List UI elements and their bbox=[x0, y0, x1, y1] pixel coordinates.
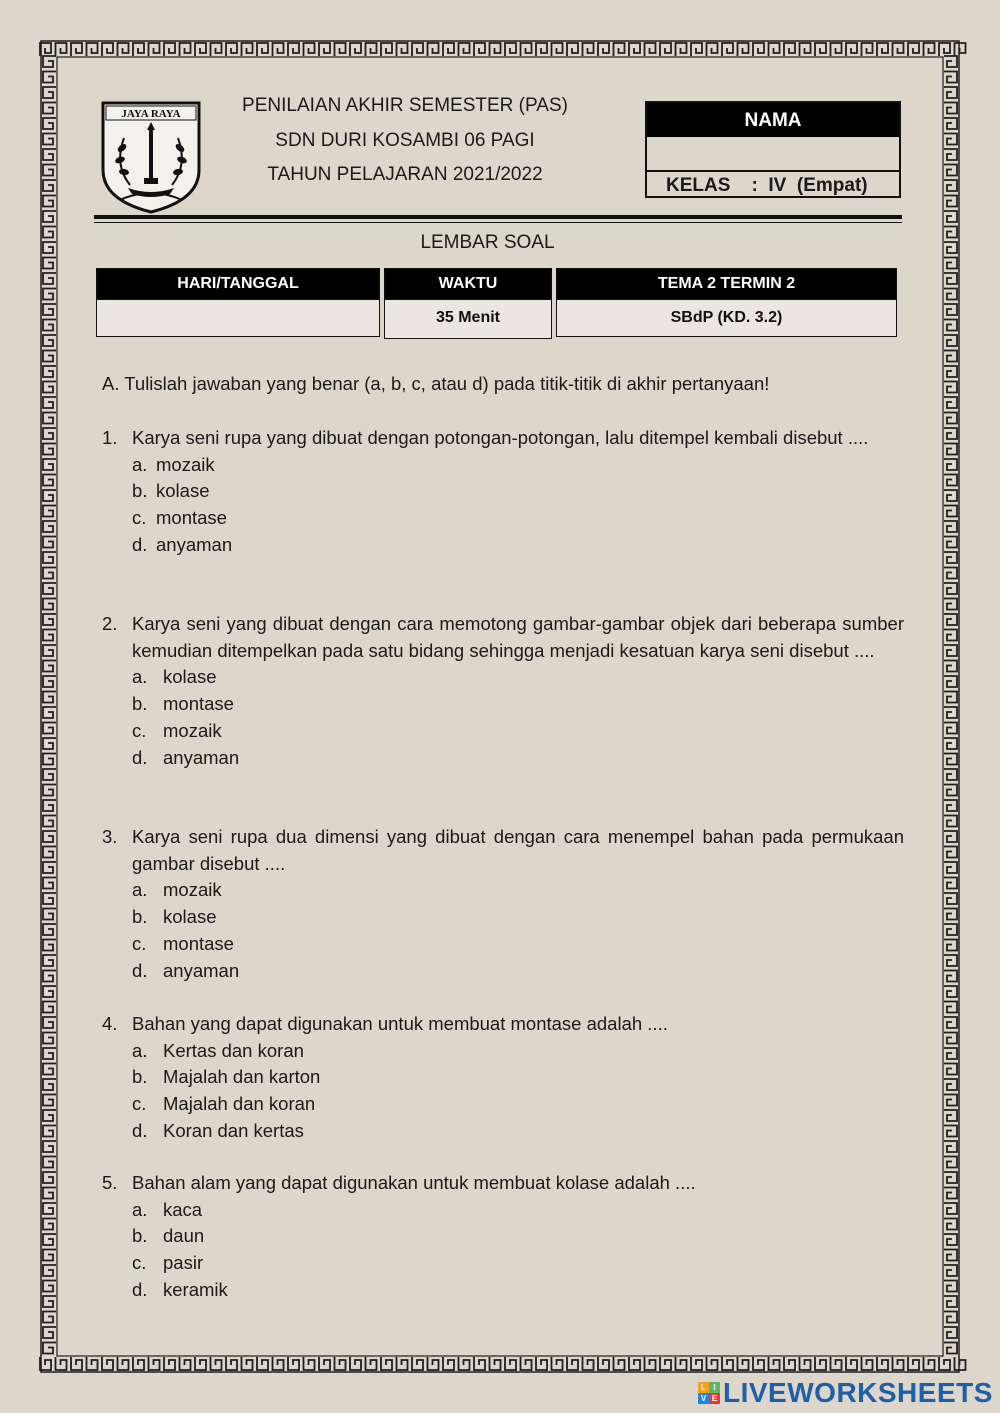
student-box bbox=[645, 101, 901, 198]
answer-option bbox=[102, 452, 904, 479]
question-stem: Karya seni rupa yang dibuat dengan potongan-potongan, lalu ditempel kembali disebut .... bbox=[132, 427, 869, 448]
answer-option bbox=[102, 904, 904, 931]
option-letter: d. bbox=[132, 1278, 148, 1300]
question-row bbox=[102, 1170, 904, 1197]
question-stem: Karya seni yang dibuat dengan cara memotong gambar-gambar objek dari beberapa sumber kemudian ditempelkan pada satu bidang sehingga menjadi kesatuan karya seni disebut .... bbox=[132, 613, 904, 661]
answer-option bbox=[102, 931, 904, 958]
question-number: 3. bbox=[102, 826, 118, 847]
option-letter: a. bbox=[132, 1039, 148, 1061]
answer-option bbox=[102, 1091, 904, 1118]
question-row bbox=[102, 425, 904, 452]
question-row bbox=[102, 824, 904, 877]
answer-option bbox=[102, 664, 904, 691]
header-line-3: TAHUN PELAJARAN 2021/2022 bbox=[267, 164, 543, 185]
option-letter: c. bbox=[132, 1093, 147, 1115]
value-waktu: 35 Menit bbox=[384, 299, 552, 339]
liveworksheets-brand bbox=[698, 1377, 993, 1409]
option-text: mozaik bbox=[163, 879, 222, 901]
question-stem: Karya seni rupa dua dimensi yang dibuat dengan cara menempel bahan pada permukaan gambar disebut .... bbox=[132, 826, 904, 874]
option-text: kolase bbox=[156, 480, 210, 502]
option-text: montase bbox=[163, 693, 234, 715]
option-text: montase bbox=[156, 507, 227, 529]
option-letter: d. bbox=[132, 959, 148, 981]
answer-option bbox=[102, 478, 904, 505]
option-text: daun bbox=[163, 1225, 205, 1247]
question-5 bbox=[102, 1170, 904, 1304]
option-letter: b. bbox=[132, 1225, 148, 1247]
answer-option bbox=[102, 1118, 904, 1145]
option-letter: a. bbox=[132, 453, 148, 475]
brand-icon-tile: V bbox=[698, 1393, 709, 1404]
value-tema: SBdP (KD. 3.2) bbox=[556, 299, 897, 337]
option-letter: c. bbox=[132, 932, 147, 954]
option-letter: c. bbox=[132, 507, 147, 529]
option-text: anyaman bbox=[163, 959, 240, 981]
option-letter: b. bbox=[132, 693, 148, 715]
question-2 bbox=[102, 611, 904, 771]
option-text: kolase bbox=[163, 906, 217, 928]
option-text: kolase bbox=[163, 666, 217, 688]
header-rule-thin bbox=[94, 222, 902, 223]
brand-icon-tile: E bbox=[709, 1393, 720, 1404]
option-text: montase bbox=[163, 932, 234, 954]
question-number: 2. bbox=[102, 613, 118, 634]
question-number: 4. bbox=[102, 1013, 118, 1034]
answer-option bbox=[102, 1197, 904, 1224]
kelas-label: KELAS : IV (Empat) bbox=[666, 175, 868, 196]
option-letter: d. bbox=[132, 533, 148, 555]
option-text: Kertas dan koran bbox=[163, 1039, 304, 1061]
question-row bbox=[102, 1011, 904, 1038]
option-letter: c. bbox=[132, 719, 147, 741]
question-stem: Bahan yang dapat digunakan untuk membuat montase adalah .... bbox=[132, 1013, 668, 1034]
header-tema: TEMA 2 TERMIN 2 bbox=[556, 268, 897, 300]
header-line-2: SDN DURI KOSAMBI 06 PAGI bbox=[275, 130, 535, 151]
page-title: LEMBAR SOAL bbox=[420, 232, 555, 253]
nama-field[interactable] bbox=[647, 137, 899, 172]
answer-option bbox=[102, 877, 904, 904]
brand-icon-tile: L bbox=[698, 1382, 709, 1393]
header-line-1: PENILAIAN AKHIR SEMESTER (PAS) bbox=[242, 95, 568, 116]
answer-option bbox=[102, 958, 904, 985]
option-text: Majalah dan karton bbox=[163, 1066, 321, 1088]
question-row bbox=[102, 611, 904, 664]
option-letter: c. bbox=[132, 1252, 147, 1274]
option-text: keramik bbox=[163, 1278, 228, 1300]
option-letter: a. bbox=[132, 879, 148, 901]
answer-option bbox=[102, 718, 904, 745]
option-text: mozaik bbox=[156, 453, 215, 475]
header-rule-thick bbox=[94, 215, 902, 219]
question-number: 1. bbox=[102, 427, 118, 448]
question-stem: Bahan alam yang dapat digunakan untuk membuat kolase adalah .... bbox=[132, 1172, 696, 1193]
answer-option bbox=[102, 505, 904, 532]
option-text: anyaman bbox=[156, 533, 233, 555]
liveworksheets-icon bbox=[698, 1382, 720, 1404]
header-hari-tanggal: HARI/TANGGAL bbox=[96, 268, 380, 300]
option-text: Majalah dan koran bbox=[163, 1093, 316, 1115]
nama-label: NAMA bbox=[647, 103, 899, 137]
answer-option bbox=[102, 691, 904, 718]
option-letter: a. bbox=[132, 666, 148, 688]
answer-option bbox=[102, 1038, 904, 1065]
option-letter: b. bbox=[132, 1066, 148, 1088]
answer-option bbox=[102, 1277, 904, 1304]
jaya-raya-logo bbox=[100, 100, 202, 214]
logo-text: JAYA RAYA bbox=[121, 108, 181, 120]
brand-text: LIVEWORKSHEETS bbox=[723, 1377, 993, 1408]
answer-option bbox=[102, 532, 904, 559]
question-3 bbox=[102, 824, 904, 984]
option-text: anyaman bbox=[163, 746, 240, 768]
header-waktu: WAKTU bbox=[384, 268, 552, 300]
option-text: mozaik bbox=[163, 719, 222, 741]
answer-option bbox=[102, 745, 904, 772]
option-text: pasir bbox=[163, 1252, 204, 1274]
answer-option bbox=[102, 1064, 904, 1091]
instruction: A. Tulislah jawaban yang benar (a, b, c, atau d) pada titik-titik di akhir pertanyaan! bbox=[102, 373, 770, 394]
option-letter: b. bbox=[132, 480, 148, 502]
brand-icon-tile: I bbox=[709, 1382, 720, 1393]
answer-option bbox=[102, 1223, 904, 1250]
question-4 bbox=[102, 1011, 904, 1145]
option-letter: d. bbox=[132, 746, 148, 768]
option-text: Koran dan kertas bbox=[163, 1119, 304, 1141]
answer-option bbox=[102, 1250, 904, 1277]
option-letter: d. bbox=[132, 1119, 148, 1141]
option-letter: b. bbox=[132, 906, 148, 928]
question-number: 5. bbox=[102, 1172, 118, 1193]
option-text: kaca bbox=[163, 1198, 203, 1220]
value-hari-tanggal[interactable] bbox=[96, 299, 380, 337]
option-letter: a. bbox=[132, 1198, 148, 1220]
question-1 bbox=[102, 425, 904, 559]
